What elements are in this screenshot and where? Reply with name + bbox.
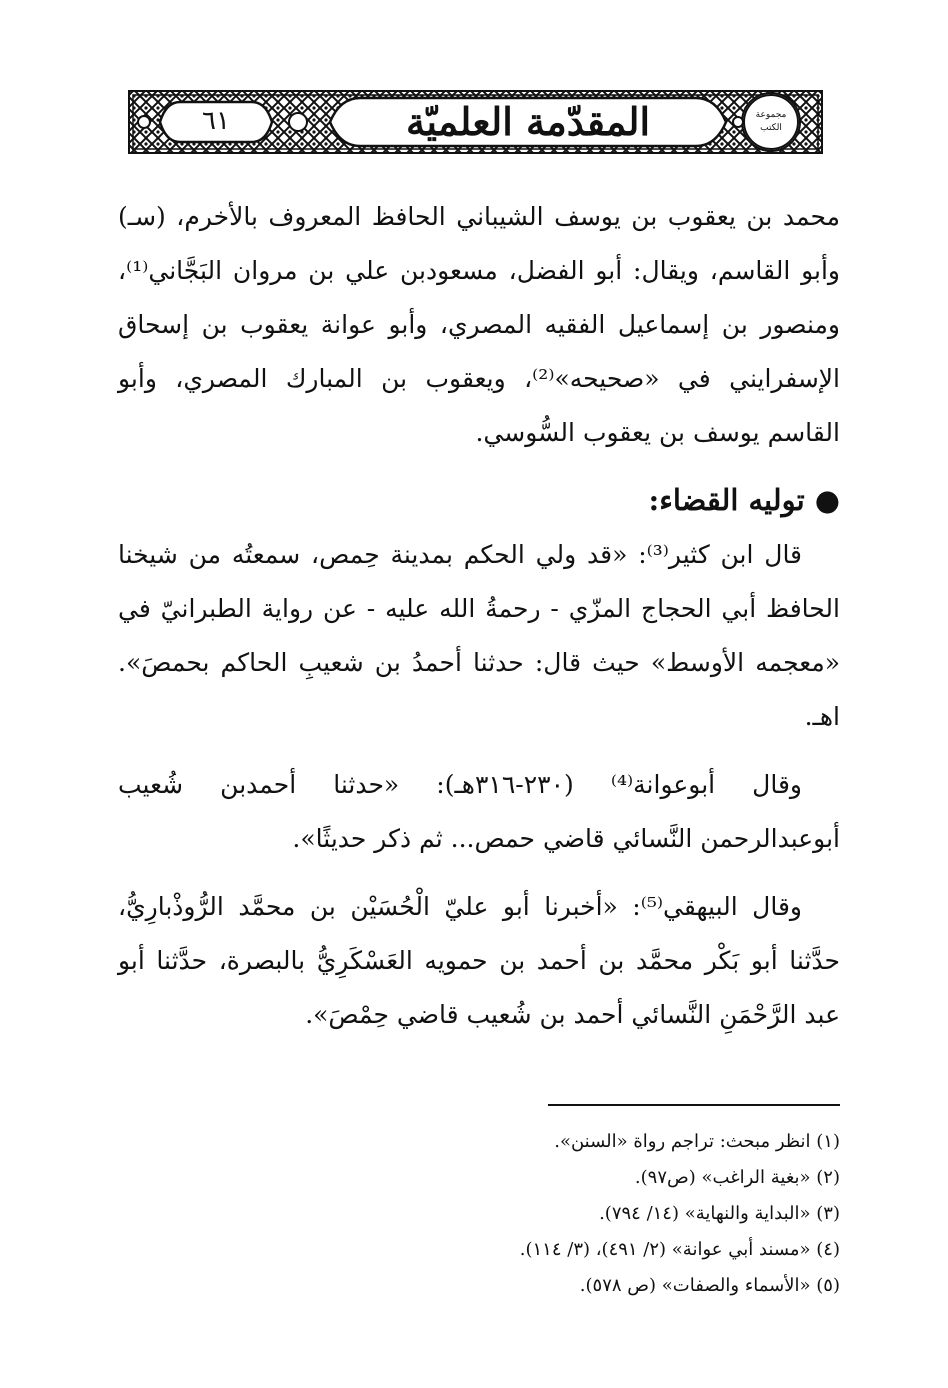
paragraph-narrators: محمد بن يعقوب بن يوسف الشيباني الحافظ المعروف بالأخرم، (سـ) وأبو القاسم، ويقال: أبو الفضل، مسعودبن علي بن مروان البَجَّاني⁽¹⁾، ومنصور بن إسماعيل الفقيه المصري، وأبو عوانة يعقوب بن إسحاق الإسفرايني في «صحيحه»⁽²⁾، ويعقوب بن المبارك المصري، وأبو القاسم يوسف بن يعقوب السُّوسي.: [118, 202, 840, 447]
footnotes: [300, 1124, 840, 1304]
footnote-divider: [548, 1104, 840, 1106]
section-heading-text: توليه القضاء:: [648, 483, 805, 517]
footnote-item: (٢) «بغية الراغب» (ص٩٧).: [634, 1167, 840, 1188]
paragraph-abu-awana: وقال أبوعوانة⁽⁴⁾ (٢٣٠-٣١٦هـ): «حدثنا أحمدبن شُعيب أبوعبدالرحمن النَّسائي قاضي حمص... ثم ذكر حديثًا».: [118, 770, 840, 853]
page-title: المقدّمة العلميّة: [405, 99, 651, 144]
paragraph-bayhaqi: وقال البيهقي⁽⁵⁾: «أخبرنا أبو عليّ الْحُسَيْن بن محمَّد الرُّوذْبارِيُّ، حدَّثنا أبو بَكْر محمَّد بن أحمد بن حمويه العَسْكَرِيُّ بالبصرة، حدَّثنا أبو عبد الرَّحْمَنِ النَّسائي أحمد بن شُعيب قاضي حِمْصَ».: [118, 892, 840, 1029]
bullet-icon: ●: [814, 483, 840, 517]
footnote-item: (١) انظر مبحث: تراجم رواة «السنن».: [554, 1131, 840, 1152]
main-content: [118, 190, 840, 1042]
page-number: ٦١: [202, 106, 230, 136]
section-heading: [118, 472, 840, 528]
publisher-seal-logo: مجموعة الكتب: [743, 94, 799, 150]
footnote-item: (٥) «الأسماء والصفات» (ص ٥٧٨).: [579, 1275, 840, 1296]
footnote-item: (٤) «مسند أبي عوانة» (٢/ ٤٩١)، (٣/ ١١٤).: [519, 1239, 840, 1260]
paragraph-ibn-kathir: قال ابن كثير⁽³⁾: «قد ولي الحكم بمدينة حِمص، سمعتُه من شيخنا الحافظ أبي الحجاج المزّي - رحمةُ الله عليه - عن رواية الطبرانيّ في «معجمه الأوسط» حيث قال: حدثنا أحمدُ بن شعيبِ الحاكم بحمصَ». اهـ.: [118, 540, 840, 731]
footnote-item: (٣) «البداية والنهاية» (١٤/ ٧٩٤).: [599, 1203, 840, 1224]
page-header: [128, 90, 823, 154]
